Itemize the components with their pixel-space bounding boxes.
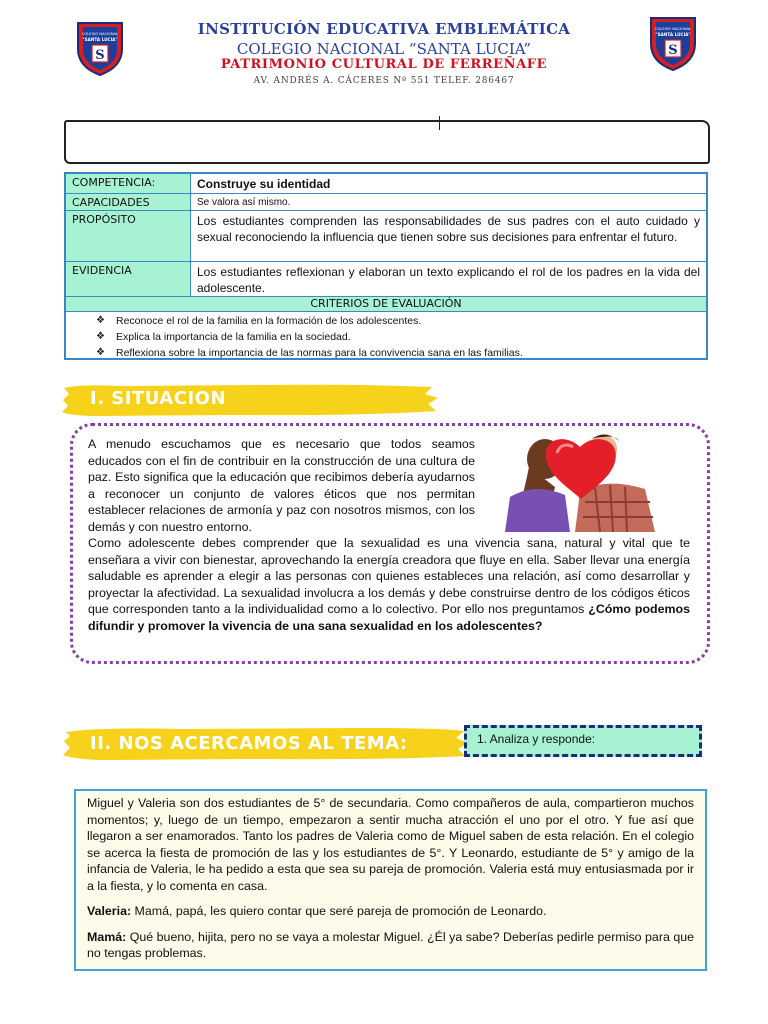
- couple-heart-image: [485, 427, 695, 532]
- criterio-text: Explica la importancia de la familia en la sociedad.: [116, 331, 351, 343]
- evidencia-row: [66, 262, 706, 297]
- situacion-paragraph-1: A menudo escuchamos que es necesario que todos seamos educados con el fin de contribuir en la construcción de una cultura de paz. Esto significa que la educación que recibimos debería ayudarnos a reconocer un conjunto de valores éticos que nos permitan establecer relaciones de armonía y paz con nosotros mismos, con los demás y con nuestro entorno.: [88, 437, 475, 534]
- story-paragraph: Miguel y Valeria son dos estudiantes de 5° de secundaria. Como compañeros de aula, compartieron muchos momentos; y, luego de un tiempo, empezaron a sentir mucha atracción el uno por el otro. Y fue así que llegaron a ser enamorados. Tanto los padres de Valeria como de Miguel saben de esta relación. En el colegio se acerca la fiesta de promoción de las y los estudiantes de 5°. Y Leonardo, estudiante de 5° y amigo de la infancia de Valeria, le ha pedido a esta que sea su pareja de promoción. Valeria está muy entusiasmada por ir a la fiesta, y lo comenta en casa.: [87, 796, 694, 893]
- capacidades-label: CAPACIDADES: [66, 194, 191, 210]
- proposito-value: Los estudiantes comprenden las responsabilidades de sus padres con el auto cuidado y sexual reconociendo la influencia que tienen sobre sus decisiones para enfrentar el futuro.: [197, 214, 700, 244]
- situacion-paragraph-2: [88, 535, 690, 634]
- competencia-value: Construye su identidad: [197, 177, 331, 191]
- competencia-label: COMPETENCIA:: [66, 174, 191, 193]
- list-item: [96, 313, 696, 329]
- logo-top-text: COLEGIO NACIONAL: [654, 27, 692, 31]
- evidencia-value: Los estudiantes reflexionan y elaboran un texto explicando el rol de los padres en la vida del adolescente.: [197, 265, 700, 295]
- heritage-line: PATRIMONIO CULTURAL DE FERREÑAFE: [220, 57, 548, 72]
- logo-name-text: "SANTA LUCIA": [655, 32, 691, 37]
- proposito-label: PROPÓSITO: [66, 211, 191, 261]
- logo-top-text: COLEGIO NACIONAL: [81, 32, 119, 36]
- list-item: [96, 329, 696, 345]
- dialogue-text: Mamá, papá, les quiero contar que seré pareja de promoción de Leonardo.: [131, 904, 547, 918]
- diamond-bullet-icon: ❖: [96, 347, 105, 358]
- capacidades-row: [66, 194, 706, 211]
- criterios-list: [96, 313, 696, 361]
- instruction-box: 1. Analiza y responde:: [464, 725, 702, 757]
- capacidades-value: Se valora así mismo.: [197, 197, 291, 208]
- tema-title: II. NOS ACERCAMOS AL TEMA:: [90, 733, 408, 754]
- title-box-mark: [439, 116, 440, 130]
- situacion-title: I. SITUACION: [90, 388, 227, 409]
- address-line: AV. ANDRÉS A. CÁCERES Nº 551 TELEF. 286467: [253, 76, 515, 86]
- evidencia-label: EVIDENCIA: [66, 262, 191, 296]
- dialogue-line: [87, 929, 694, 962]
- dialogue-text: Qué bueno, hijita, pero no se vaya a molestar Miguel. ¿Él ya sabe? Deberías pedirle permiso para que no tengas problemas.: [87, 929, 694, 960]
- diamond-bullet-icon: ❖: [96, 315, 105, 326]
- diamond-bullet-icon: ❖: [96, 331, 105, 342]
- dialogue-speaker: Mamá:: [87, 929, 127, 944]
- logo-letter: S: [668, 43, 678, 58]
- situacion-question: ¿Cómo podemos difundir y promover la vivencia de una sana sexualidad en los adolescentes?: [88, 602, 690, 633]
- dialogue-line: [87, 903, 694, 920]
- dialogue-speaker: Valeria:: [87, 904, 132, 918]
- list-item: [96, 345, 696, 361]
- criterios-header: CRITERIOS DE EVALUACIÓN: [66, 297, 706, 312]
- competencia-row: [66, 174, 706, 194]
- situacion-paragraph-2-text: Como adolescente debes comprender que la sexualidad es una vivencia sana, natural y vital que te enseñara a vivir con bienestar, aprovechando la energía creadora que fluye en ella. Saber llevar una energía saludable es aprender a elegir a las personas con quienes estableces una relación, así como desarrollar y proyectar la afectividad. La sexualidad involucra a los demás y debe construirse dentro de los códigos éticos que corresponden tanto a la individualidad como a lo colectivo. Por ello nos preguntamos: [88, 536, 690, 616]
- criterio-text: Reconoce el rol de la familia en la formación de los adolescentes.: [116, 315, 422, 327]
- competency-table: [64, 172, 708, 360]
- school-name: COLEGIO NACIONAL “SANTA LUCIA”: [236, 40, 532, 58]
- tema-banner: [60, 725, 470, 761]
- title-box: [64, 120, 710, 164]
- logo-letter: S: [95, 48, 105, 63]
- proposito-row: [66, 211, 706, 262]
- institution-name: INSTITUCIÓN EDUCATIVA EMBLEMÁTICA: [197, 20, 571, 38]
- situacion-banner: [60, 382, 440, 418]
- criterio-text: Reflexiona sobre la importancia de las normas para la convivencia sana en las familias.: [116, 347, 523, 359]
- story-box: [74, 789, 707, 971]
- logo-name-text: "SANTA LUCIA": [82, 37, 118, 42]
